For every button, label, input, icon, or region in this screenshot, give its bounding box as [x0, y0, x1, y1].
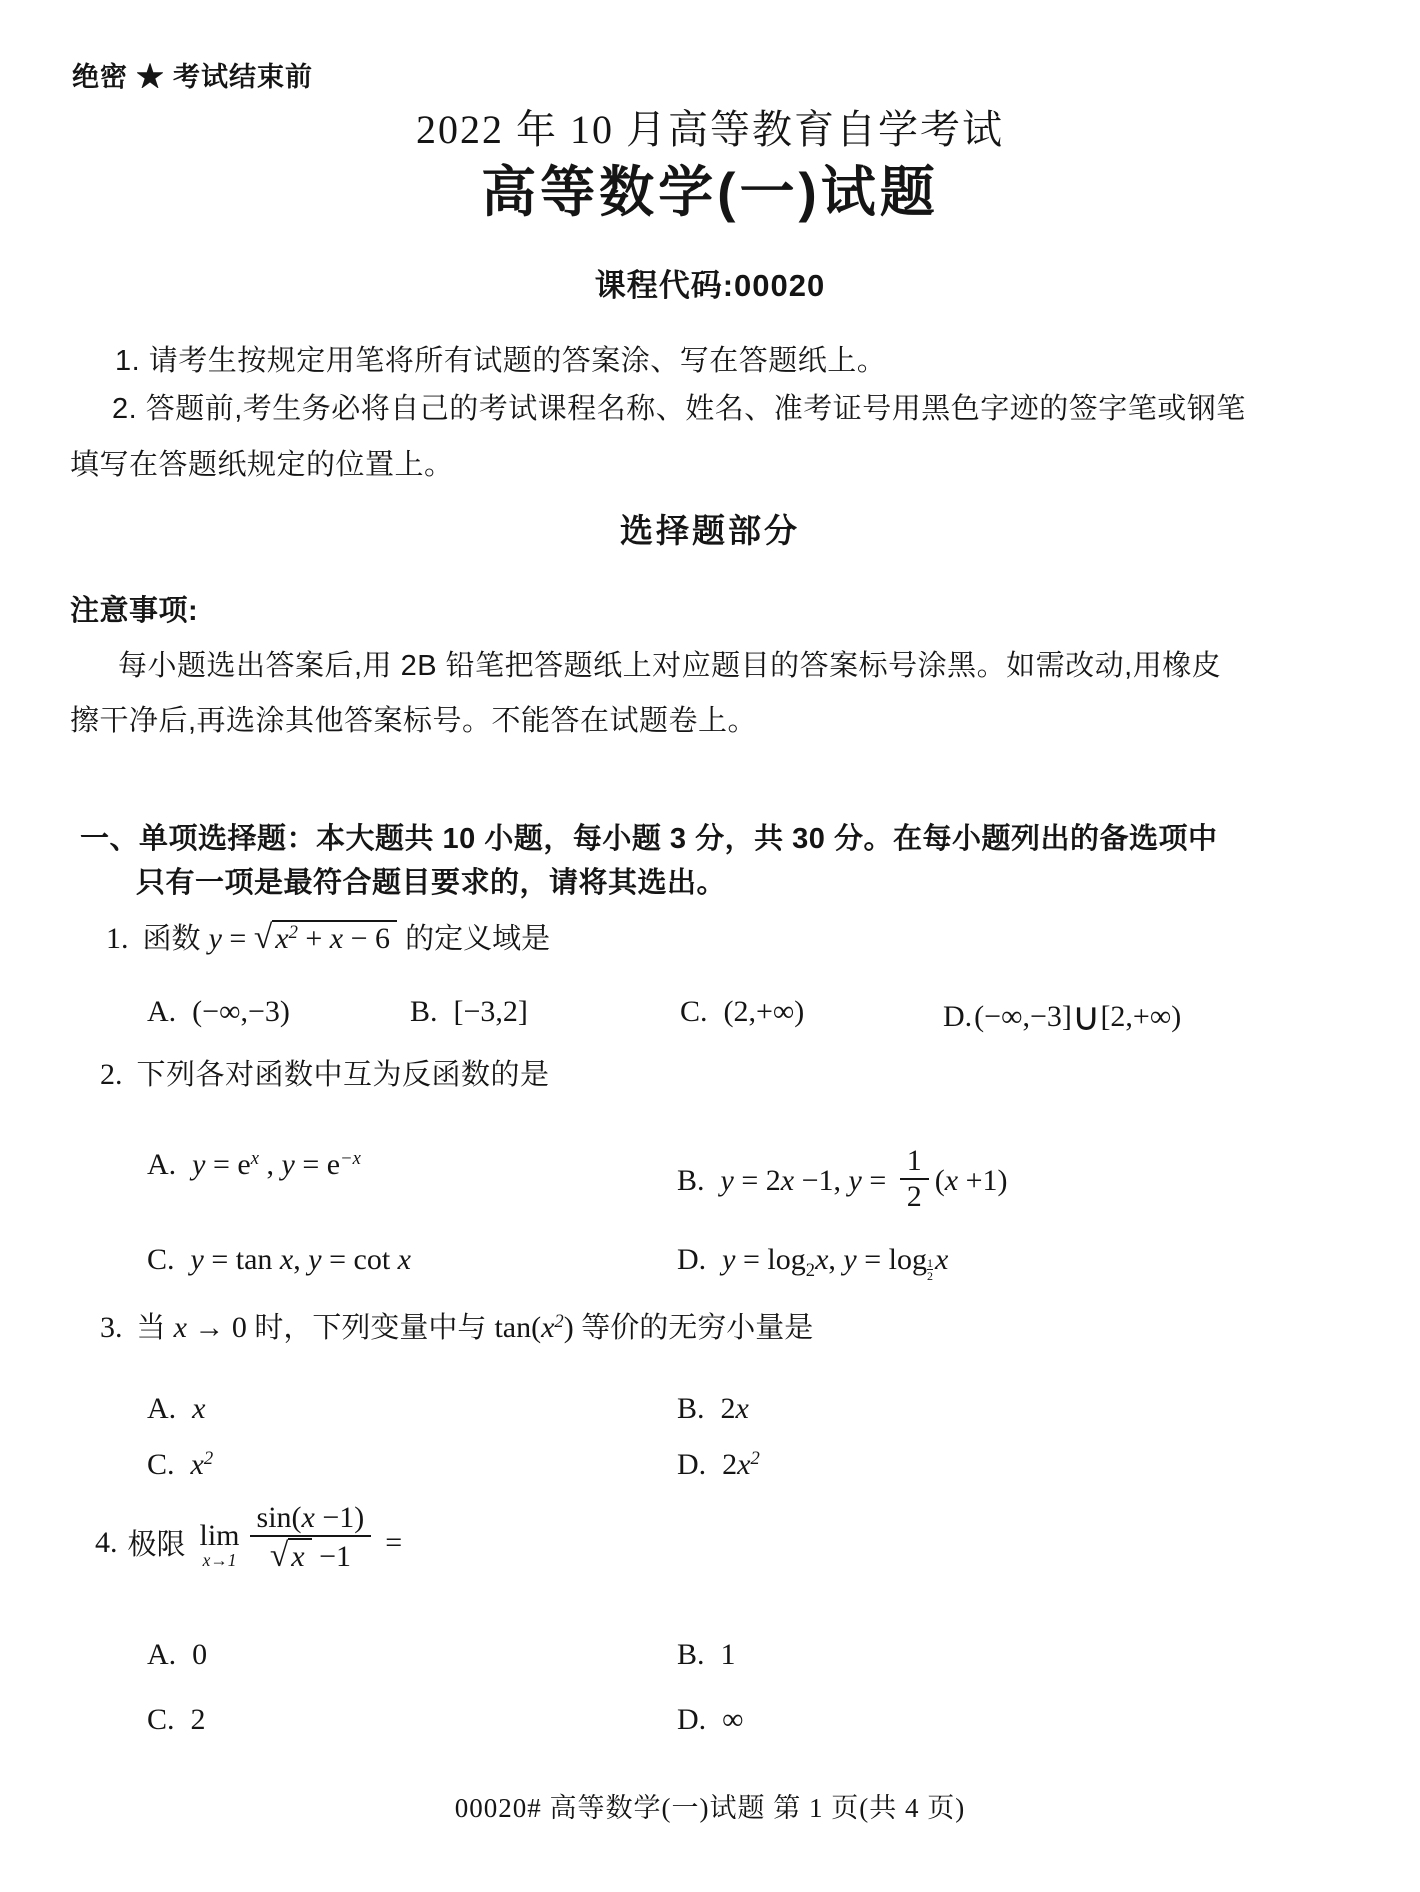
q4-option-a [147, 1638, 207, 1672]
section-one-heading: 一、单项选择题：本大题共 10 小题，每小题 3 分，共 30 分。在每小题列出的备选项中 [80, 823, 1218, 855]
q4-option-a-value: 0 [192, 1638, 208, 1671]
q1-option-c-value: (2,+∞) [723, 995, 805, 1028]
q2-option-d-value: $y = \log_2x$, y = log $\frac{1}{2}$ x [722, 1243, 949, 1284]
q4-option-a-label: A. [147, 1638, 177, 1671]
q3-option-a [147, 1392, 206, 1426]
q3-option-a-label: A. [147, 1392, 177, 1425]
q3-option-b-label: B. [677, 1392, 705, 1425]
choice-section-title: 选择题部分 [620, 512, 800, 549]
course-code: 课程代码:00020 [594, 268, 826, 303]
instruction-1: 1. 请考生按规定用笔将所有试题的答案涂、写在答题纸上。 [115, 345, 887, 377]
q4-option-b [677, 1638, 736, 1672]
q3-option-b-value: 2x [720, 1392, 749, 1425]
q1-option-d [943, 995, 1181, 1040]
q1-option-c-label: C. [680, 995, 708, 1028]
notice-line-2: 擦干净后,再选涂其他答案标号。不能答在试题卷上。 [70, 705, 758, 737]
question-2-stem [100, 1052, 550, 1093]
q3-option-d [677, 1448, 760, 1482]
q2-option-b-value: y = 2x −1, y = $\frac{1}{2}$ (x +1) [720, 1143, 1008, 1213]
q4-option-c-label: C. [147, 1703, 175, 1736]
security-classification-label: 绝密 ★ 考试结束前 [72, 62, 314, 92]
notice-line-1: 每小题选出答案后,用 2B 铅笔把答题纸上对应题目的答案标号涂黑。如需改动,用橡皮 [118, 650, 1222, 682]
q1-option-b-label: B. [410, 995, 438, 1028]
q2-option-b-label: B. [677, 1164, 705, 1198]
q3-option-c-value: $x^2$ [190, 1447, 214, 1481]
q4-option-d-label: D. [677, 1703, 707, 1736]
q4-option-d-value: ∞ [722, 1703, 744, 1736]
q2-option-c-value: y = tan x, y = cot x [190, 1243, 411, 1276]
q1-option-b [410, 995, 528, 1029]
q3-option-c [147, 1448, 213, 1482]
question-4-number: 4. [95, 1525, 118, 1559]
q2-option-c-label: C. [147, 1243, 175, 1276]
q2-option-d [677, 1243, 949, 1284]
q1-option-d-value: (−∞,−3]∪[2,+∞) [974, 996, 1182, 1039]
q2-option-d-label: D. [677, 1243, 707, 1276]
q1-option-d-label: D. [943, 1000, 973, 1034]
q1-option-b-value: [−3,2] [453, 995, 528, 1028]
q4-option-c-value: 2 [190, 1703, 206, 1736]
q3-option-d-value: $2x^2$ [722, 1447, 760, 1481]
q2-option-a [147, 1148, 361, 1182]
question-1-number: 1. [106, 922, 129, 955]
page-footer: 00020# 高等数学(一)试题 第 1 页(共 4 页) [454, 1793, 966, 1823]
paper-title: 高等数学(一)试题 [481, 161, 939, 223]
q1-option-c [680, 995, 804, 1029]
instruction-2: 2. 答题前,考生务必将自己的考试课程名称、姓名、准考证号用黑色字迹的签字笔或钢笔 [112, 393, 1246, 425]
q3-option-d-label: D. [677, 1448, 707, 1481]
question-2-text: 下列各对函数中互为反函数的是 [136, 1059, 550, 1091]
question-1-formula: 函数 y = √ $x^2 + x - 6$ 的定义域是 [142, 919, 551, 956]
question-2-number: 2. [100, 1058, 123, 1091]
q2-option-c [147, 1243, 411, 1277]
q2-option-b [677, 1143, 1008, 1219]
exam-session-title: 2022 年 10 月高等教育自学考试 [416, 107, 1004, 152]
question-1-stem [106, 916, 550, 957]
q3-option-c-label: C. [147, 1448, 175, 1481]
instruction-2-continued: 填写在答题纸规定的位置上。 [70, 449, 454, 481]
q1-option-a-value: (−∞,−3) [192, 995, 290, 1028]
question-3-stem [100, 1305, 813, 1346]
question-4-stem [95, 1500, 403, 1580]
q1-option-a [147, 995, 290, 1029]
q4-option-c [147, 1703, 206, 1737]
q2-option-a-value: $y = e^x$ , $y = e^{-x}$ [192, 1147, 361, 1181]
q2-option-a-label: A. [147, 1148, 177, 1181]
question-4-formula: 极限 lim x→1 $\frac{\sin(x -1)}{√ x -1}$ = [127, 1500, 403, 1574]
q4-option-b-value: 1 [720, 1638, 736, 1671]
notice-heading: 注意事项: [70, 595, 199, 627]
question-3-formula: 当 x → 0 时，下列变量中与 $\tan(x^2)$ 等价的无穷小量是 [136, 1310, 814, 1344]
section-one-heading-continued: 只有一项是最符合题目要求的，请将其选出。 [136, 867, 727, 899]
q4-option-b-label: B. [677, 1638, 705, 1671]
q3-option-b [677, 1392, 749, 1426]
q1-option-a-label: A. [147, 995, 177, 1028]
q4-option-d [677, 1703, 744, 1737]
question-3-number: 3. [100, 1311, 123, 1344]
q3-option-a-value: x [192, 1392, 206, 1425]
